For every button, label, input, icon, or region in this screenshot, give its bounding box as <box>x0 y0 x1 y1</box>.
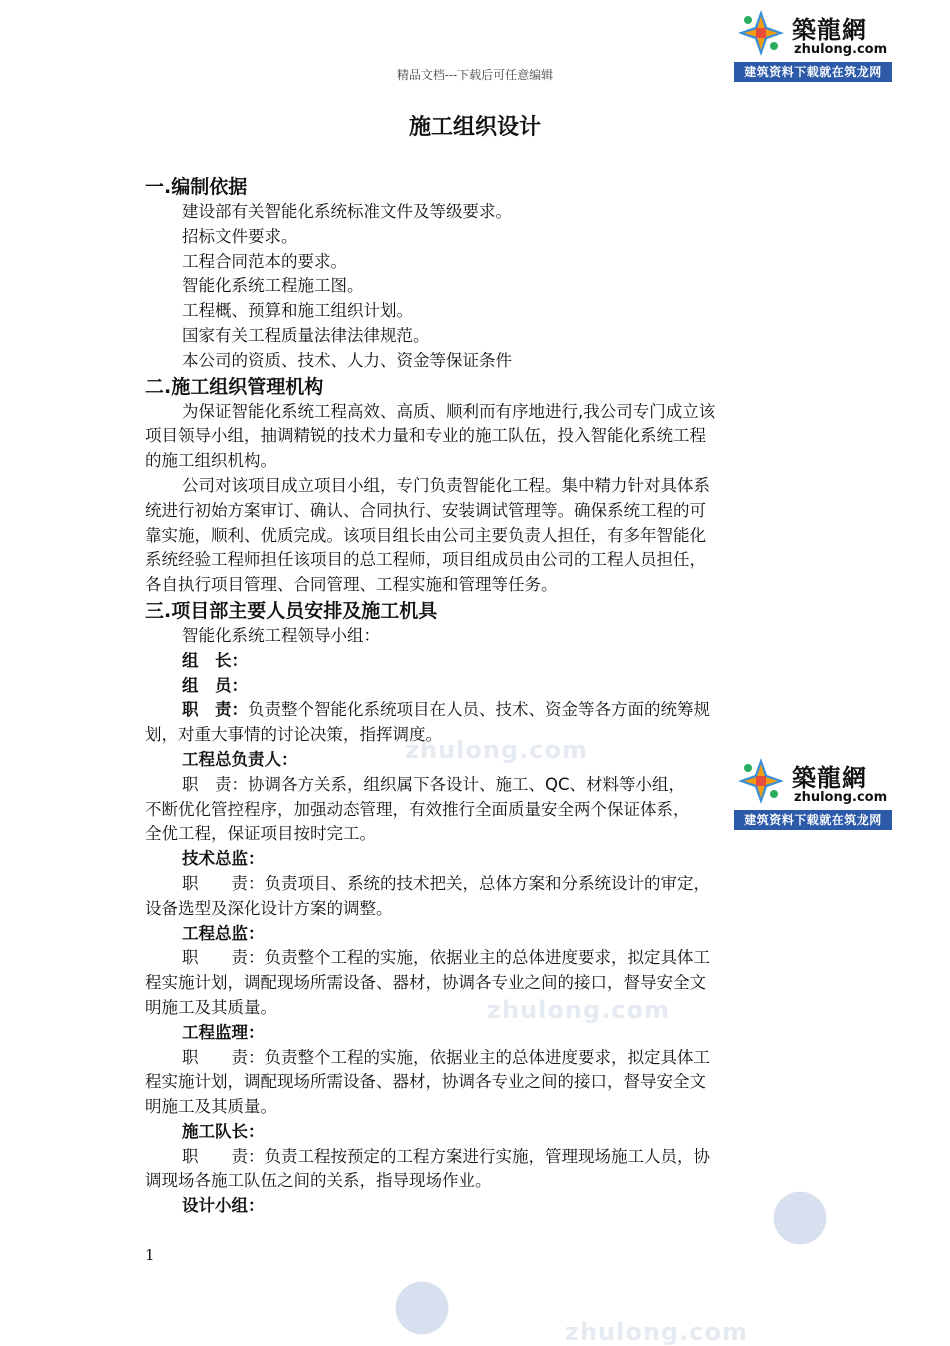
duty-text: 负责整个工程的实施，依据业主的总体进度要求，拟定具体工 <box>264 948 710 968</box>
basis-item: 招标文件要求。 <box>182 226 298 246</box>
duty-text: 负责整个智能化系统项目在人员、技术、资金等各方面的统筹规 <box>248 700 710 720</box>
duty-text: 负责工程按预定的工程方案进行实施，管理现场施工人员，协 <box>264 1146 710 1166</box>
duty-label: 职 责： <box>182 700 248 720</box>
paragraph-line <box>145 1046 800 1071</box>
logo-english-text: zhulong.com <box>794 790 888 805</box>
paragraph-line: 全优工程，保证项目按时完工。 <box>145 824 376 844</box>
duty-text: 负责项目、系统的技术把关，总体方案和分系统设计的审定， <box>264 873 710 893</box>
watermark-text: zhulong.com <box>405 736 588 764</box>
paragraph-line: 不断优化管控程序，加强动态管理，有效推行全面质量安全两个保证体系， <box>145 799 690 819</box>
logo-chinese-text: 築龍網 <box>792 15 867 44</box>
section-heading: 三.项目部主要人员安排及施工机具 <box>145 599 438 622</box>
watermark-text: zhulong.com <box>565 1318 748 1346</box>
role-title: 设计小组： <box>182 1196 265 1216</box>
role-title: 工程监理： <box>182 1022 265 1042</box>
duty-text: 负责整个工程的实施，依据业主的总体进度要求，拟定具体工 <box>264 1047 710 1067</box>
document-body <box>145 174 800 1219</box>
paragraph-line: 明施工及其质量。 <box>145 1097 277 1117</box>
basis-item: 建设部有关智能化系统标准文件及等级要求。 <box>182 202 512 221</box>
logo-slogan: 建筑资料下载就在筑龙网 <box>734 810 892 830</box>
zhulong-emblem-icon <box>736 8 786 58</box>
logo-english-text: zhulong.com <box>794 42 888 57</box>
header-note: 精品文档---下载后可任意编辑 <box>396 68 554 82</box>
page-number: 1 <box>145 1246 155 1264</box>
logo-slogan: 建筑资料下载就在筑龙网 <box>734 62 892 82</box>
role-label: 组 长： <box>182 650 248 670</box>
watermark-text: zhulong.com <box>487 996 670 1024</box>
document-title: 施工组织设计 <box>408 114 541 140</box>
paragraph-line: 项目领导小组，抽调精锐的技术力量和专业的施工队伍，投入智能化系统工程 <box>145 426 706 446</box>
paragraph-line: 明施工及其质量。 <box>145 997 277 1017</box>
paragraph-line <box>145 946 800 971</box>
paragraph-line: 为保证智能化系统工程高效、高质、顺利而有序地进行,我公司专门成立该 <box>182 401 716 421</box>
section-heading: 二.施工组织管理机构 <box>145 375 324 398</box>
basis-item: 工程合同范本的要求。 <box>182 251 347 271</box>
paragraph-line: 调现场各施工队伍之间的关系，指导现场作业。 <box>145 1171 492 1191</box>
paragraph-line <box>145 872 800 897</box>
paragraph-line: 系统经验工程师担任该项目的总工程师，项目组成员由公司的工程人员担任， <box>145 550 706 570</box>
paragraph-line: 智能化系统工程领导小组： <box>182 625 380 645</box>
paragraph-line: 程实施计划，调配现场所需设备、器材，协调各专业之间的接口，督导安全文 <box>145 1072 706 1092</box>
paragraph-line: 靠实施，顺利、优质完成。该项目组长由公司主要负责人担任，有多年智能化 <box>145 525 706 545</box>
section-heading: 一.编制依据 <box>145 176 248 198</box>
logo-chinese-text: 築龍網 <box>792 763 867 792</box>
role-title: 施工队长： <box>182 1121 265 1141</box>
paragraph-line: 统进行初始方案审订、确认、合同执行、安装调试管理等。确保系统工程的可 <box>145 500 706 520</box>
paragraph-line <box>145 1145 800 1170</box>
basis-item: 本公司的资质、技术、人力、资金等保证条件 <box>182 350 512 370</box>
paragraph-line: 程实施计划，调配现场所需设备、器材，协调各专业之间的接口，督导安全文 <box>145 973 706 993</box>
duty-text: 协调各方关系，组织属下各设计、施工、QC、材料等小组， <box>248 774 686 794</box>
basis-item: 智能化系统工程施工图。 <box>182 276 364 296</box>
duty-label: 职 责： <box>182 948 265 968</box>
duty-label: 职 责： <box>182 873 265 893</box>
duty-label: 职 责： <box>182 1146 265 1166</box>
paragraph-line: 公司对该项目成立项目小组，专门负责智能化工程。集中精力针对具体系 <box>182 475 710 495</box>
paragraph-line <box>145 773 800 798</box>
watermark-emblem-icon <box>392 1278 452 1338</box>
paragraph-line: 划，对重大事情的讨论决策，指挥调度。 <box>145 725 442 745</box>
role-title: 技术总监： <box>182 849 265 869</box>
paragraph-line: 各自执行项目管理、合同管理、工程实施和管理等任务。 <box>145 575 558 595</box>
role-title: 工程总监： <box>182 923 265 943</box>
basis-item: 工程概、预算和施工组织计划。 <box>182 301 413 321</box>
role-label: 组 员： <box>182 675 248 695</box>
basis-item: 国家有关工程质量法律法律规范。 <box>182 325 430 345</box>
duty-label: 职 责： <box>182 1047 265 1067</box>
paragraph-line: 设备选型及深化设计方案的调整。 <box>145 898 393 918</box>
paragraph-line <box>145 698 800 723</box>
role-title: 工程总负责人： <box>182 749 298 769</box>
paragraph-line: 的施工组织机构。 <box>145 451 277 471</box>
duty-label: 职 责： <box>182 774 248 794</box>
